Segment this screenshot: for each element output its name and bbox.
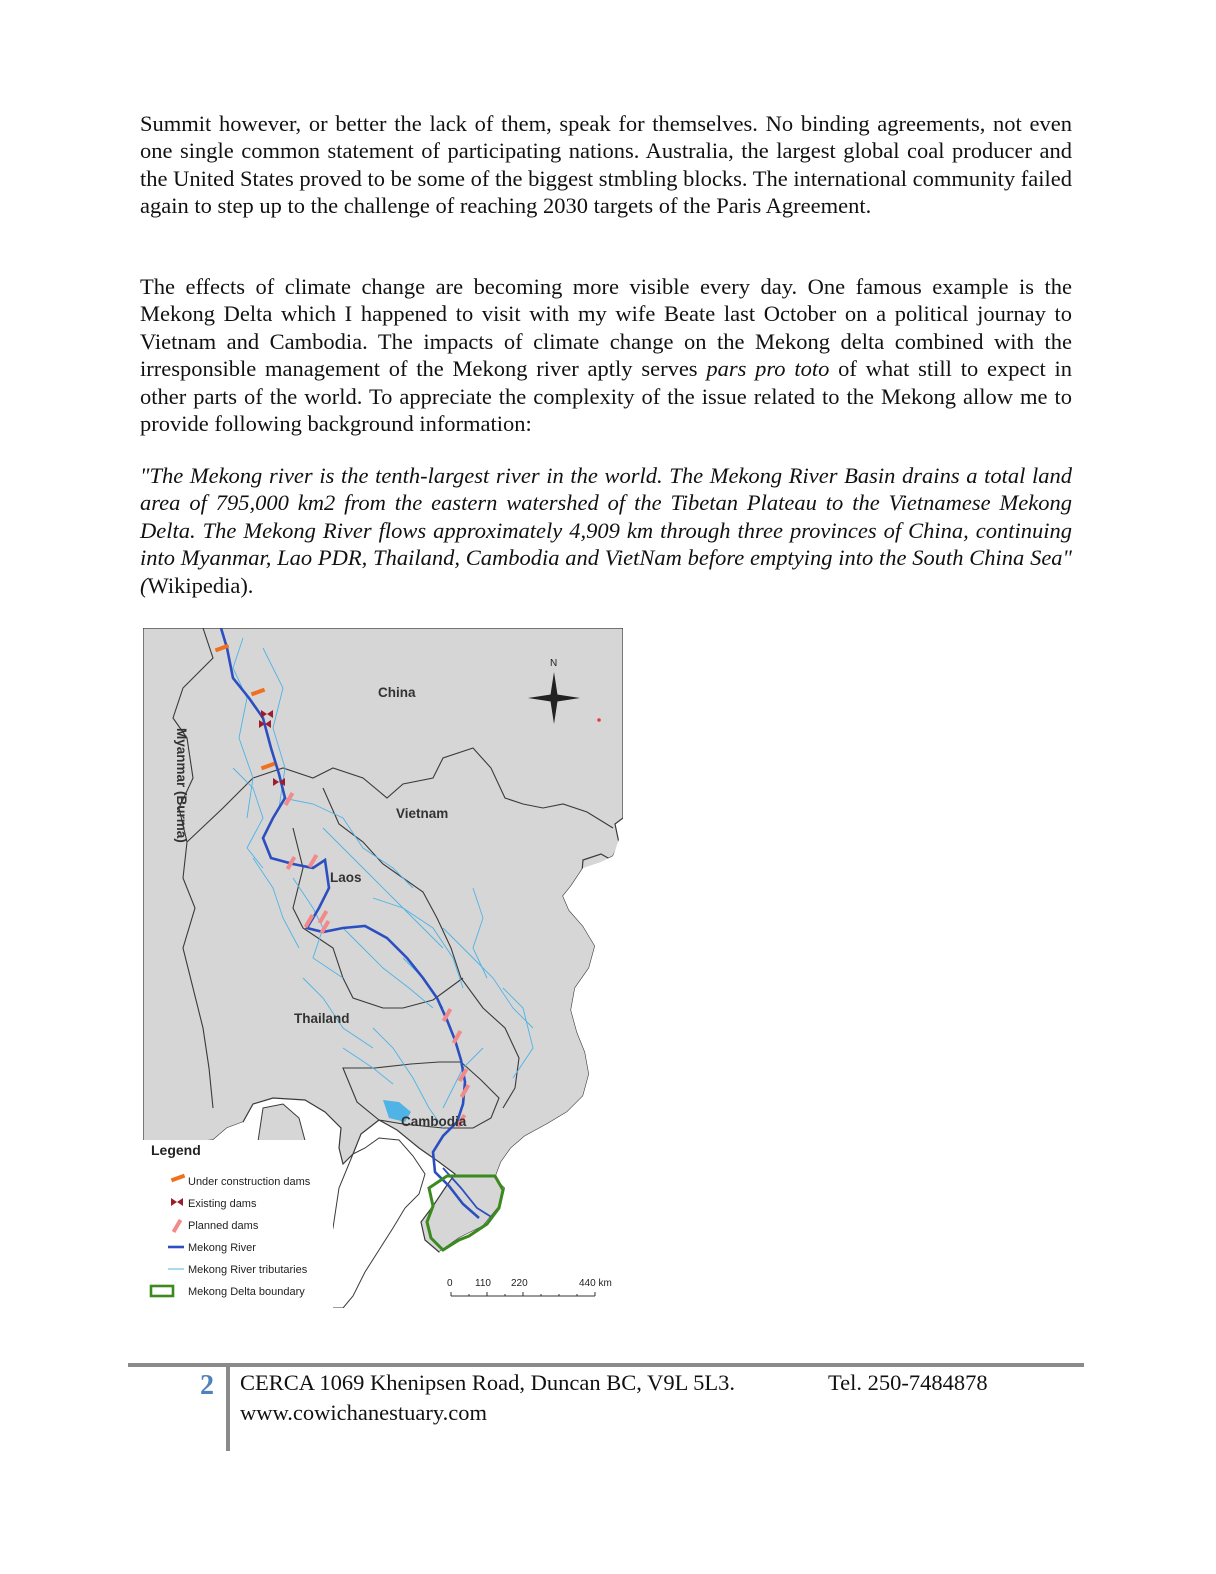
footer-telephone: Tel. 250-7484878 [828, 1370, 988, 1395]
legend-item-delta: Mekong Delta boundary [188, 1286, 305, 1298]
wikipedia-quote [140, 462, 1072, 599]
map-legend [143, 1140, 333, 1308]
label-cambodia: Cambodia [401, 1114, 467, 1129]
footer-address: CERCA 1069 Khenipsen Road, Duncan BC, V9L 5L3. [240, 1370, 735, 1395]
legend-item-existing: Existing dams [188, 1198, 257, 1210]
paragraph-summit: Summit however, or better the lack of them, speak for themselves. No binding agreements, not even one single common statement of participating nations. Australia, the largest global coal producer and the United States proved to be some of the biggest stmbling blocks. The international community failed again to step up to the challenge of reaching 2030 targets of the Paris Agreement. [140, 111, 1072, 219]
latin-phrase: pars pro toto [706, 356, 830, 382]
legend-item-tributaries: Mekong River tributaries [188, 1264, 308, 1276]
footer-vertical-divider [226, 1367, 230, 1451]
mekong-basin-map [143, 628, 623, 1308]
label-laos: Laos [330, 870, 362, 885]
label-myanmar: Myanmar (Burma) [174, 728, 189, 843]
footer-website-link[interactable]: www.cowichanestuary.com [240, 1400, 487, 1425]
paragraph-climate-effects-text-1: The effects of climate change are becoming more visible every day. One famous example is the Mekong Delta which I happened to visit with my wife Beate last October on a political journay to Vietnam and Cambodia. The impacts of climate change on the Mekong delta combined with the irresponsible management of the Mekong river aptly serves [140, 274, 1072, 382]
legend-item-river: Mekong River [188, 1242, 256, 1254]
quote-source: Wikipedia). [147, 572, 254, 598]
legend-title: Legend [151, 1142, 201, 1158]
scale-label-440: 440 km [579, 1278, 612, 1289]
label-thailand: Thailand [294, 1011, 350, 1026]
scale-label-220: 220 [511, 1278, 528, 1289]
map-dot [597, 718, 601, 722]
label-vietnam: Vietnam [396, 806, 449, 821]
scale-label-110: 110 [475, 1278, 491, 1289]
legend-item-under-construction: Under construction dams [188, 1176, 311, 1188]
paragraph-climate-effects-text-2: of what still to expect in other parts of the world. To appreciate the complexity of the issue related to the Mekong allow me to provide following background information: [140, 356, 1072, 437]
page-number: 2 [200, 1370, 214, 1401]
footer-divider [128, 1363, 1084, 1367]
quote-text: "The Mekong river is the tenth-largest river in the world. The Mekong River Basin drains a total land area of 795,000 km2 from the eastern watershed of the Tibetan Plateau to the Vietnamese Mekong Delta. The Mekong River flows approximately 4,909 km through three provinces of China, continuing into Myanmar, Lao PDR, Thailand, Cambodia and VietNam before emptying into the South China Sea" ( [140, 463, 1072, 598]
scale-label-0: 0 [447, 1278, 453, 1289]
legend-item-planned: Planned dams [188, 1220, 259, 1232]
label-china: China [378, 685, 416, 700]
paragraph-climate-effects [140, 273, 1072, 437]
north-label: N [550, 658, 558, 669]
